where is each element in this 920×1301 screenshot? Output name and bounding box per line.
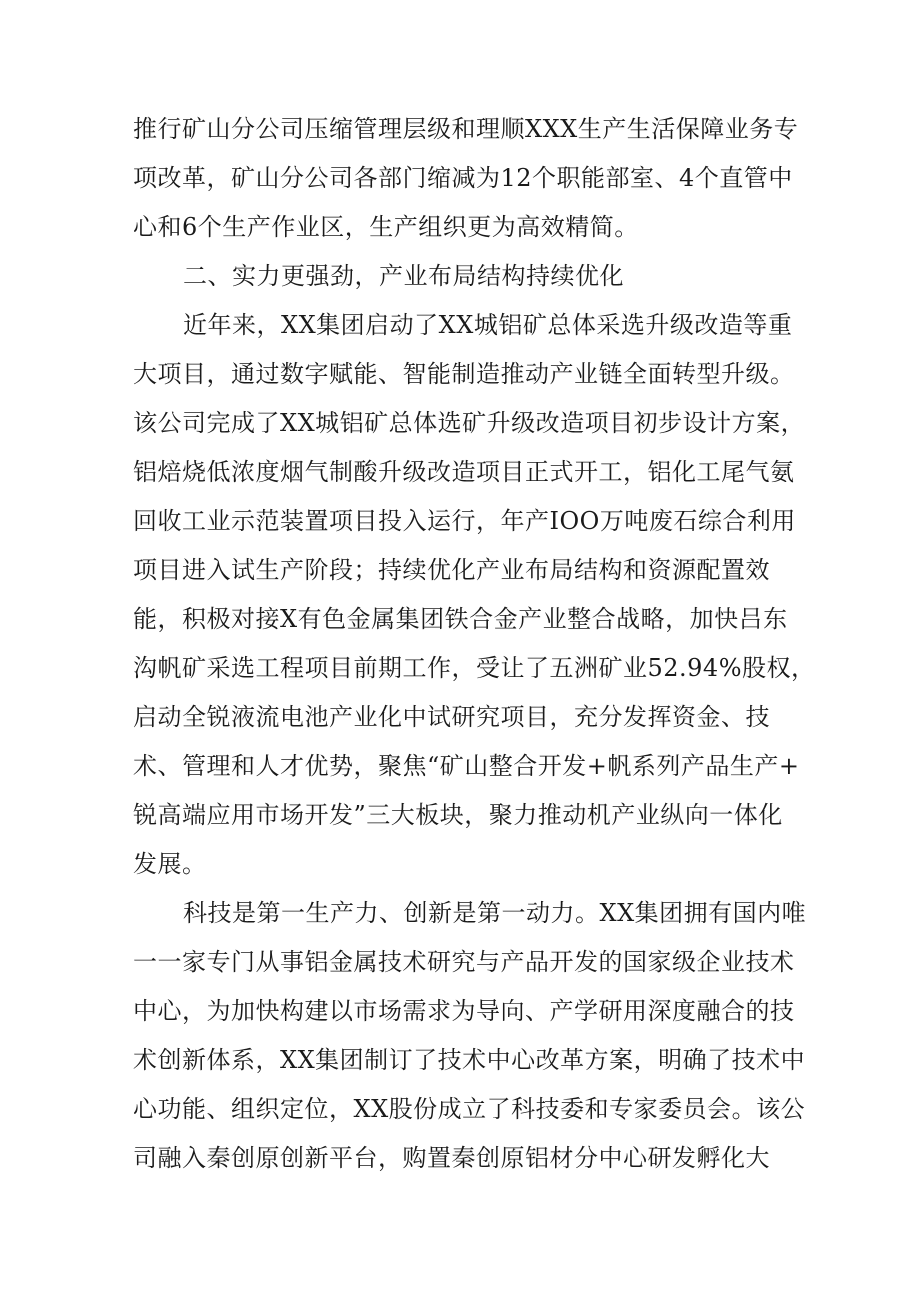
text-line: 大项目，通过数字赋能、智能制造推动产业链全面转型升级。 [133, 360, 795, 388]
text-line: 沟帆矿采选工程项目前期工作，受让了五洲矿业52.94%股权， [133, 654, 816, 682]
text-line: 铝焙烧低浓度烟气制酸升级改造项目正式开工，铝化工尾气氨 [133, 458, 795, 486]
text-line: 发展。 [133, 850, 207, 878]
section-heading: 二、实力更强劲，产业布局结构持续优化 [183, 262, 624, 290]
text-line: 一一家专门从事铝金属技术研究与产品开发的国家级企业技术 [133, 948, 795, 976]
text-line: 该公司完成了XX城铝矿总体选矿升级改造项目初步设计方案， [133, 409, 806, 437]
text-line: 术创新体系，XX集团制订了技术中心改革方案，明确了技术中 [133, 1046, 806, 1074]
text-line: 司融入秦创原创新平台，购置秦创原铝材分中心研发孵化大 [133, 1144, 770, 1172]
text-line: 心和6个生产作业区，生产组织更为高效精简。 [133, 213, 639, 241]
text-line: 能，积极对接X有色金属集团铁合金产业整合战略，加快吕东 [133, 605, 788, 633]
text-line: 推行矿山分公司压缩管理层级和理顺XXX生产生活保障业务专 [133, 115, 799, 143]
text-line: 项目进入试生产阶段；持续优化产业布局结构和资源配置效 [133, 556, 770, 584]
text-line: 锐高端应用市场开发”三大板块，聚力推动机产业纵向一体化 [133, 801, 783, 829]
text-line: 中心，为加快构建以市场需求为导向、产学研用深度融合的技 [133, 997, 795, 1025]
text-line: 启动全锐液流电池产业化中试研究项目，充分发挥资金、技 [133, 703, 770, 731]
text-line: 术、管理和人才优势，聚焦“矿山整合开发+帆系列产品生产+ [133, 752, 800, 780]
text-line: 近年来，XX集团启动了XX城铝矿总体采选升级改造等重 [183, 311, 793, 339]
text-line: 科技是第一生产力、创新是第一动力。XX集团拥有国内唯 [183, 899, 807, 927]
text-line: 回收工业示范装置项目投入运行，年产IOO万吨废石综合利用 [133, 507, 796, 535]
text-line: 心功能、组织定位，XX股份成立了科技委和专家委员会。该公 [133, 1095, 806, 1123]
text-line: 项改革，矿山分公司各部门缩减为12个职能部室、4个直管中 [133, 164, 793, 192]
